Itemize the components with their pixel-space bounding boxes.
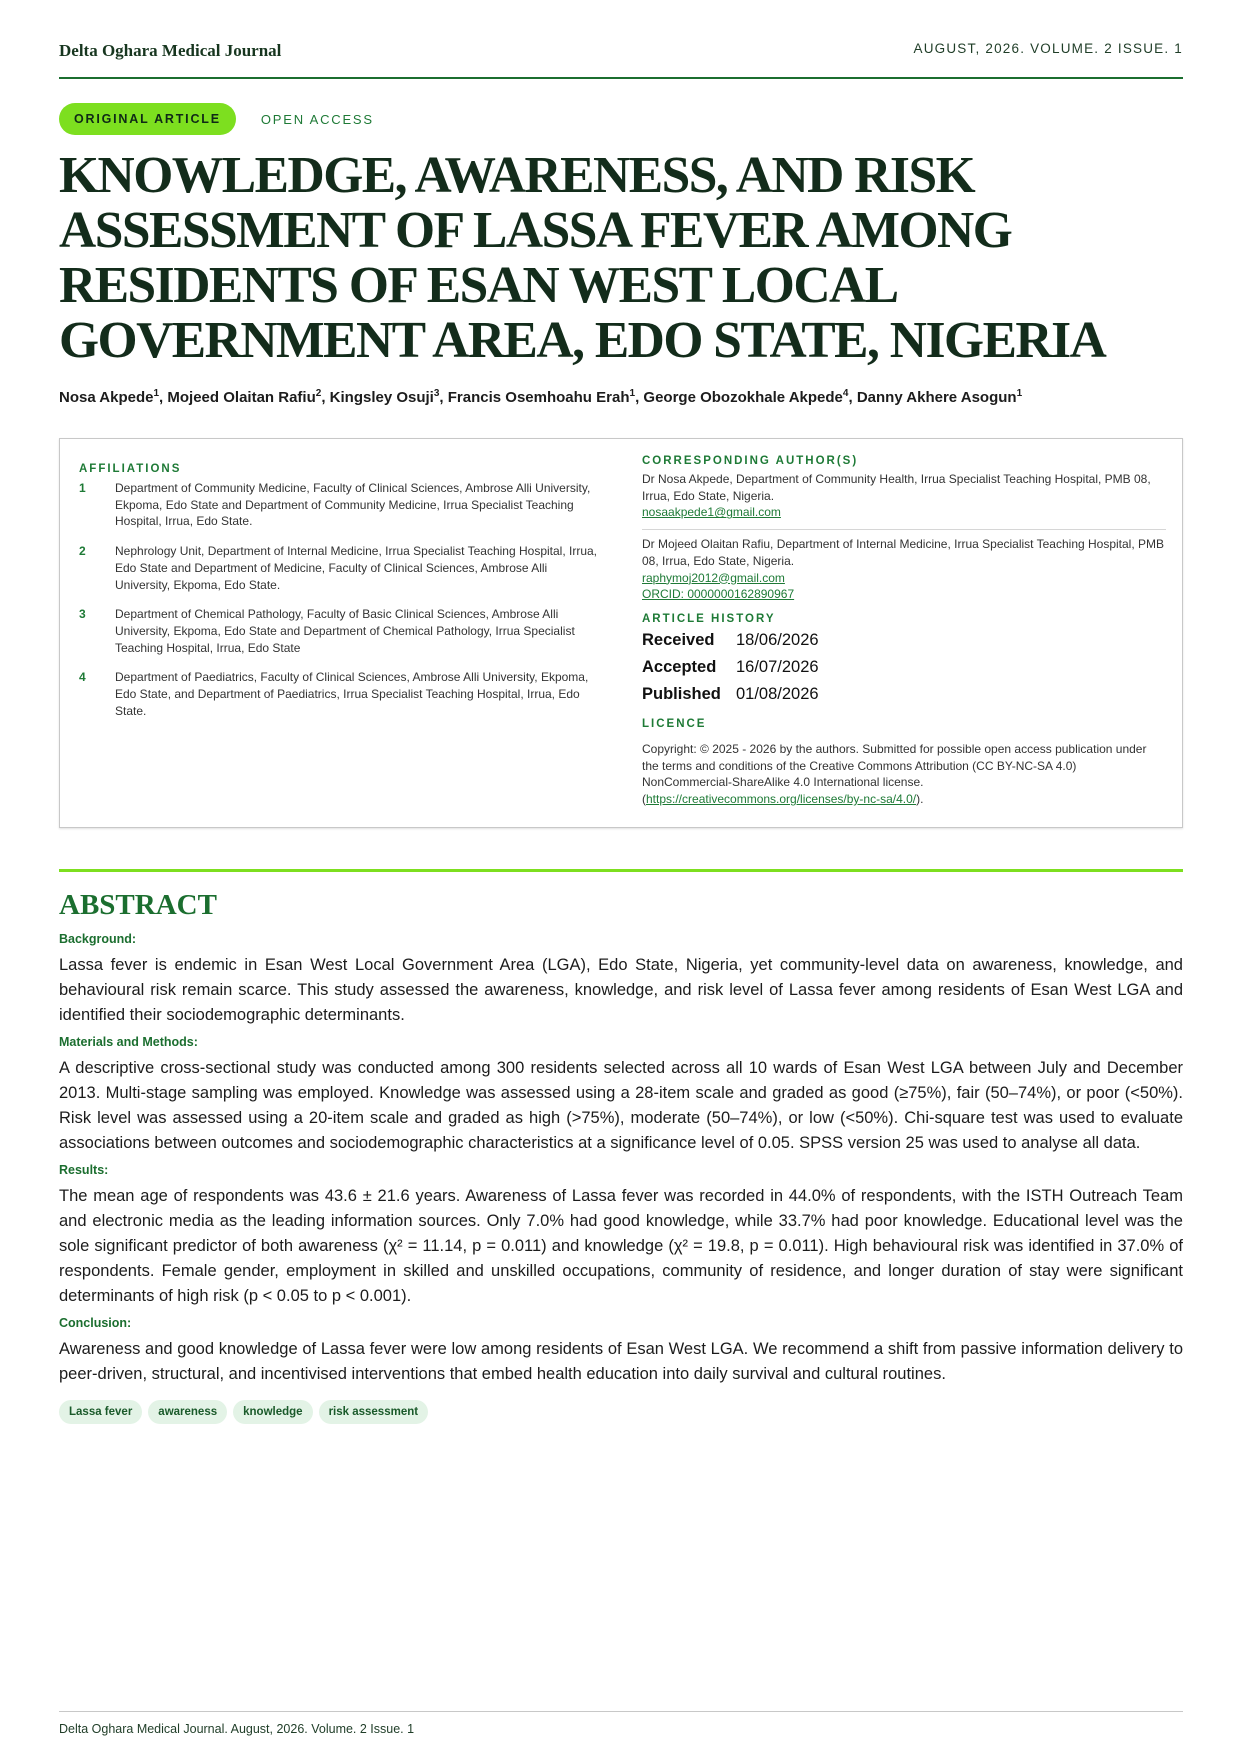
keyword-tag: awareness (148, 1400, 227, 1424)
affiliation-item: 2 Nephrology Unit, Department of Internal Medicine, Irrua Specialist Teaching Hospital, Irrua, Edo State and Department of Medicine, Faculty of Clinical Sciences, Ambrose Alli University, Ekpoma, Edo State. (79, 544, 598, 592)
email-link-1[interactable]: nosaakpede1@gmail.com (642, 505, 781, 520)
author: Danny Akhere Asogun$^1$ (856, 388, 1023, 406)
abstract-body (59, 932, 1183, 1424)
methods-label: Materials and Methods: (59, 1035, 198, 1049)
background-text: Lassa fever is endemic in Esan West Local Government Area (LGA), Edo State, Nigeria, yet community-level data on awareness, knowledge, and behavioural risk remain scarce. This study assessed the awareness, knowledge, and risk level of Lassa fever among residents of Esan West LGA and identified their sociodemographic determinants. (59, 956, 1183, 1024)
conclusion-label: Conclusion: (59, 1316, 132, 1330)
keyword-tag: risk assessment (319, 1400, 429, 1424)
author-list: Nosa Akpede$^1$, Mojeed Olaitan Rafiu$^2$, Kingsley Osuji$^3$, Francis Osemhoahu Erah$^1$, George Obozokhale Akpede$^4$, Danny Akhere Asogun$^1$ (59, 388, 1023, 406)
methods-text: A descriptive cross-sectional study was conducted among 300 residents selected across all 10 wards of Esan West LGA between July and December 2013. Multi-stage sampling was employed. Knowledge was assessed using a 28-item scale and graded as good (≥75%), fair (50–74%), or poor (<50%). Risk level was assessed using a 20-item scale and graded as high (>75%), moderate (50–74%), or low (<50%). Chi-square test was used to evaluate associations between outcomes and sociodemographic characteristics at a significance level of 0.05. SPSS version 25 was used to analyse all data. (59, 1059, 1183, 1152)
results-text: The mean age of respondents was 43.6 ± 21.6 years. Awareness of Lassa fever was recorded in 44.0% of respondents, with the ISTH Outreach Team and electronic media as the leading information sources. Only 7.0% had good knowledge, while 33.7% had poor knowledge. Educational level was the sole significant predictor of both awareness (χ² = 11.14, p = 0.011) and knowledge (χ² = 19.8, p = 0.011). High behavioural risk was identified in 37.0% of respondents. Female gender, employment in skilled and unskilled occupations, community of residence, and longer duration of stay were significant determinants of high risk (p < 0.05 to p < 0.001). (59, 1187, 1183, 1305)
author: George Obozokhale Akpede$^4$ (643, 388, 849, 406)
badge-row (59, 103, 374, 135)
licence-label: LICENCE (642, 717, 707, 730)
open-access-label: OPEN ACCESS (260, 111, 374, 127)
affiliations-label: AFFILIATIONS (79, 463, 182, 475)
issue-info: AUGUST, 2026. VOLUME. 2 ISSUE. 1 (913, 41, 1183, 56)
licence-url-link[interactable]: https://creativecommons.org/licenses/by-nc-sa/4.0/ (646, 792, 917, 807)
footer-divider (59, 1711, 1183, 1712)
author: Francis Osemhoahu Erah$^1$ (447, 388, 636, 406)
history-accepted: Accepted 16/07/2026 (642, 657, 819, 676)
author: Kingsley Osuji$^3$ (329, 388, 440, 406)
history-received: Received 18/06/2026 (642, 630, 819, 649)
abstract-heading: ABSTRACT (59, 889, 217, 921)
conclusion-text: Awareness and good knowledge of Lassa fever were low among residents of Esan West LGA. We recommend a shift from passive information delivery to peer-driven, structural, and incentivised interventions that embed health education into daily survival and cultural routines. (59, 1340, 1183, 1383)
keyword-list (59, 1400, 1183, 1424)
abstract-divider (59, 869, 1183, 872)
article-title: KNOWLEDGE, AWARENESS, AND RISK ASSESSMENT OF LASSA FEVER AMONG RESIDENTS OF ESAN WEST LOCAL GOVERNMENT AREA, EDO STATE, NIGERIA (59, 147, 1106, 369)
affiliation-item: 4 Department of Paediatrics, Faculty of Clinical Sciences, Ambrose Alli University, Ekpoma, Edo State, and Department of Paediatrics, Irrua Specialist Teaching Hospital, Irrua, Edo State. (79, 670, 589, 718)
affiliation-item: 1 Department of Community Medicine, Faculty of Clinical Sciences, Ambrose Alli University, Ekpoma, Edo State and Department of Community Medicine, Irrua Specialist Teaching Hospital, Irrua, Edo State. (79, 481, 591, 529)
page-footer: Delta Oghara Medical Journal. August, 2026. Volume. 2 Issue. 1 (59, 1722, 415, 1736)
keyword-tag: Lassa fever (59, 1400, 142, 1424)
orcid-link[interactable]: ORCID: 0000000162890967 (642, 587, 795, 602)
corresponding-divider (642, 529, 1166, 530)
history-published: Published 01/08/2026 (642, 684, 819, 703)
journal-name: Delta Oghara Medical Journal (59, 41, 282, 60)
corresponding-label: CORRESPONDING AUTHOR(S) (642, 455, 859, 467)
corresponding-author-2: Dr Mojeed Olaitan Rafiu, Department of Internal Medicine, Irrua Specialist Teaching Hospital, PMB 08, Irrua, Edo State, Nigeria. (642, 537, 1165, 568)
corresponding-author-1: Dr Nosa Akpede, Department of Community Health, Irrua Specialist Teaching Hospital, PMB 08, Irrua, Edo State, Nigeria. (642, 472, 1151, 503)
affiliations-section (79, 463, 599, 719)
affiliation-item: 3 Department of Chemical Pathology, Faculty of Basic Clinical Sciences, Ambrose Alli University, Ekpoma, Edo State and Department of Chemical Pathology, Irrua Specialist Teaching Hospital, Irrua, Edo State (79, 607, 575, 655)
keyword-tag: knowledge (233, 1400, 312, 1424)
licence-text: Copyright: © 2025 - 2026 by the authors. Submitted for possible open access publication under the terms and conditions of the Creative Commons Attribution (CC BY-NC-SA 4.0) NonCommercial-ShareAlike 4.0 International license. (https://creativecommons.org/licenses/by-nc-sa/4.0/). (642, 741, 1147, 807)
article-info-box (59, 438, 1183, 828)
results-label: Results: (59, 1163, 109, 1177)
article-type-badge: ORIGINAL ARTICLE (59, 103, 236, 135)
history-label: ARTICLE HISTORY (642, 612, 776, 625)
corresponding-section (642, 455, 1166, 808)
header-divider (59, 77, 1183, 79)
email-link-2[interactable]: raphymoj2012@gmail.com (642, 570, 785, 585)
background-label: Background: (59, 932, 137, 946)
author: Nosa Akpede$^1$ (59, 388, 160, 406)
author: Mojeed Olaitan Rafiu$^2$ (167, 388, 322, 406)
